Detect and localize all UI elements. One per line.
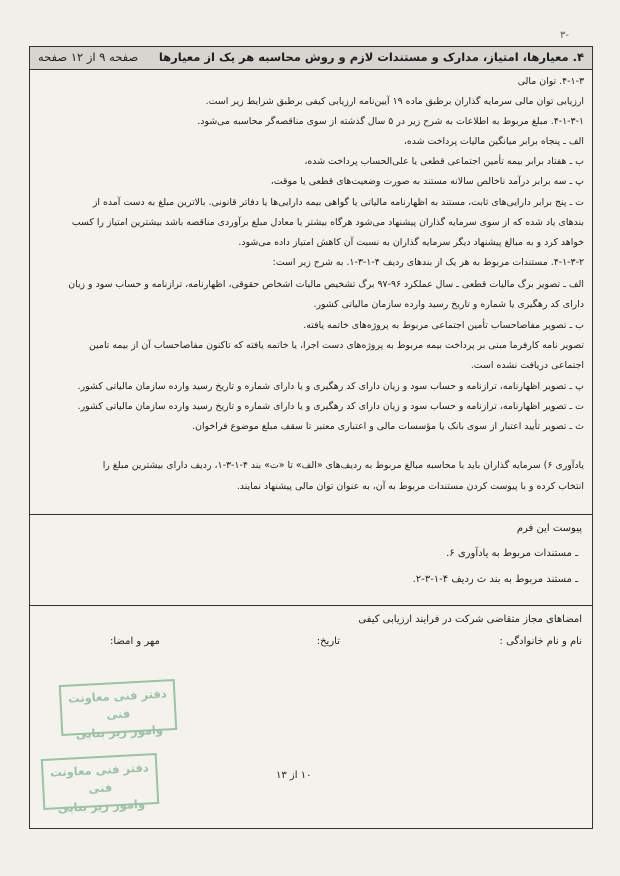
attachment-item: ـ مستند مربوط به بند ث ردیف ۴-۱-۳-۲. bbox=[412, 574, 578, 585]
attachments-title: پیوست این فرم bbox=[516, 523, 582, 534]
criteria-body bbox=[30, 70, 592, 512]
attachment-item: ـ مستندات مربوط به یادآوری ۶. bbox=[446, 548, 578, 559]
body-line: ۴-۱-۳-۲. مستندات مربوط به هر یک از بندهای ردیف ۴-۱-۳-۱. به شرح زیر است: bbox=[272, 257, 584, 268]
corner-mark: ۳- bbox=[560, 30, 569, 41]
body-line: اجتماعی دریافت نشده است. bbox=[470, 360, 584, 371]
signature-title: امضاهای مجاز متقاضی شرکت در فرایند ارزیابی کیفی bbox=[358, 614, 582, 625]
body-line: پ ـ سه برابر درآمد ناخالص سالانه مستند به صورت وضعیت‌های قطعی یا موقت، bbox=[270, 176, 584, 187]
body-line: دارای کد رهگیری یا شماره و تاریخ رسید وارده سازمان مالیاتی کشور. bbox=[313, 299, 584, 310]
name-field-label: نام و نام خانوادگی : bbox=[499, 636, 582, 647]
body-line: بندهای یاد شده که از سوی سرمایه گذاران پیشنهاد می‌شود هرگاه بیشتر یا معادل مبلغ برآوردی مناقصه باشد بیشترین امتیاز را کسب bbox=[71, 217, 584, 228]
section-header bbox=[30, 47, 592, 70]
body-line: الف ـ پنجاه برابر میانگین مالیات پرداخت شده، bbox=[403, 136, 584, 147]
body-line: الف ـ تصویر برگ مالیات قطعی ـ سال عملکرد ۹۶-۹۷ برگ تشخیص مالیات اشخاص حقوقی، اظهارنامه، ترازنامه و حساب سود و زیان bbox=[68, 279, 584, 290]
body-line: یادآوری ۶) سرمایه گذاران باید با محاسبه مبالغ مربوط به ردیف‌های «الف» تا «ت» بند ۴-۱-۳-۱، ردیف دارای بیشترین مبلغ را bbox=[102, 460, 584, 471]
seal-field-label: مهر و امضا: bbox=[110, 636, 160, 647]
body-line: ت ـ تصویر اظهارنامه، ترازنامه و حساب سود و زیان دارای کد رهگیری و یا دارای شماره و تاریخ رسید وارده سازمان مالیاتی کشور. bbox=[77, 401, 584, 412]
page-number: ۱۰ از ۱۳ bbox=[276, 770, 312, 781]
body-line: ت ـ پنج برابر دارایی‌های ثابت، مستند به اظهارنامه مالیاتی یا گواهی بیمه دارایی‌ها یا دفاتر قانونی. بالاترین مبلغ به دست آمده از bbox=[92, 197, 584, 208]
stamp-line: وامور زیر بنایی bbox=[57, 796, 146, 816]
body-line: تصویر نامه کارفرما مبنی بر پرداخت بیمه مربوط به پروژه‌های دست اجرا، یا خاتمه یافته که تاکنون مفاصاحساب آن از بیمه تامین bbox=[88, 340, 584, 351]
body-line: ب ـ تصویر مفاصاحساب تأمین اجتماعی مربوط به پروژه‌های خاتمه یافته. bbox=[303, 320, 584, 331]
date-field-label: تاریخ: bbox=[316, 636, 340, 647]
stamp-line: دفتر فنی معاونت فنی bbox=[67, 686, 168, 722]
body-line: ۴-۱-۳. توان مالی bbox=[517, 76, 584, 87]
body-line: پ ـ تصویر اظهارنامه، ترازنامه و حساب سود و زیان دارای کد رهگیری و یا دارای شماره و تاریخ رسید وارده سازمان مالیاتی کشور. bbox=[77, 381, 584, 392]
form-frame bbox=[29, 46, 593, 829]
signature-section bbox=[30, 605, 592, 828]
body-line: انتخاب کرده و با پیوست کردن مستندات مربوط به آن، به عنوان توان مالی پیشنهاد نمایند. bbox=[236, 481, 584, 492]
attachments-section bbox=[30, 514, 592, 605]
office-stamp bbox=[41, 753, 160, 816]
body-line: ث ـ تصویر تأیید اعتبار از سوی بانک یا مؤسسات مالی و اعتباری معتبر تا سقف مبلغ موضوع فراخوان. bbox=[192, 421, 584, 432]
stamp-line: دفتر فنی معاونت فنی bbox=[49, 760, 150, 796]
stamp-line: وامور زیر بنایی bbox=[75, 722, 164, 742]
body-line: ب ـ هفتاد برابر بیمه تأمین اجتماعی قطعی یا علی‌الحساب پرداخت شده، bbox=[304, 156, 584, 167]
office-stamp bbox=[59, 679, 178, 742]
body-line: ارزیابی توان مالی سرمایه گذاران برطبق ماده ۱۹ آیین‌نامه ارزیابی کیفی برطبق شرایط زیر است. bbox=[205, 96, 584, 107]
page-indicator: صفحه ۹ از ۱۲ صفحه bbox=[38, 50, 139, 64]
section-title: ۴. معیارها، امتیاز، مدارک و مستندات لازم و روش محاسبه هر یک از معیارها bbox=[158, 50, 584, 64]
body-line: ۴-۱-۳-۱. مبلغ مربوط به اطلاعات به شرح زیر در ۵ سال گذشته از سوی مناقصه‌گر محاسبه می‌شود. bbox=[197, 116, 584, 127]
body-line: خواهد کرد و به مبالغ پیشنهاد دیگر سرمایه گذاران به نسبت آن کاهش امتیاز داده می‌شود. bbox=[238, 237, 584, 248]
